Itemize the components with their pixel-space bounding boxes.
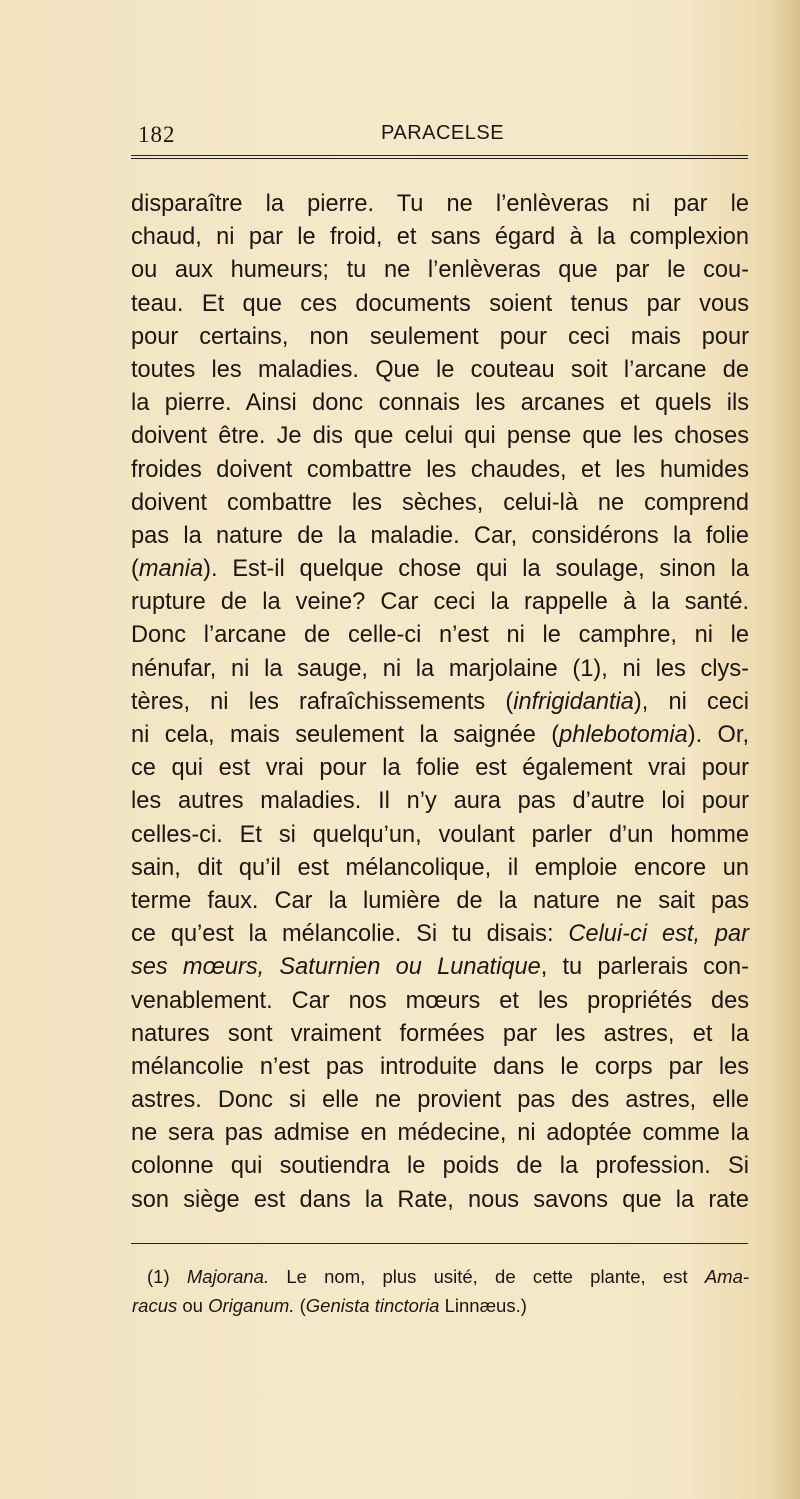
- text-segment: ou: [177, 1295, 209, 1316]
- text-line: ne sera pas admise en médecine, ni adoptée comme la: [131, 1120, 749, 1147]
- italic-term: Majorana.: [186, 1266, 270, 1287]
- footnote-line: [132, 1291, 749, 1320]
- footnote-marker: (1): [147, 1266, 170, 1287]
- text-line: mélancolie n’est pas introduite dans le corps par les: [131, 1053, 749, 1080]
- text-line: pas la nature de la maladie. Car, considérons la folie: [131, 522, 749, 549]
- text-line: disparaître la pierre. Tu ne l’enlèveras ni par le: [131, 191, 749, 217]
- text-line: pour certains, non seulement pour ceci mais pour: [131, 323, 749, 350]
- text-line: astres. Donc si elle ne provient pas des astres, elle: [131, 1087, 749, 1114]
- footnote-line: [147, 1262, 749, 1291]
- text-segment: ce qu’est la mélancolie. Si tu disais:: [131, 921, 569, 948]
- italic-term: phlebotomia: [559, 722, 688, 748]
- text-line: terme faux. Car la lumière de la nature ne sait pas: [131, 887, 749, 914]
- text-line: venablement. Car nos mœurs et les propriétés des: [131, 987, 749, 1014]
- text-line: natures sont vraiment formées par les astres, et la: [131, 1020, 749, 1047]
- italic-term: infrigidantia: [513, 688, 634, 715]
- footnote: [132, 1262, 750, 1320]
- italic-term: Genista tinctoria: [305, 1295, 440, 1316]
- text-line: colonne qui soutiendra le poids de la profession. Si: [131, 1153, 749, 1180]
- text-segment: ), ni ceci: [633, 688, 749, 715]
- text-segment: ). Or,: [687, 722, 749, 748]
- italic-term: Origanum.: [208, 1295, 295, 1316]
- text-line: doivent être. Je dis que celui qui pense que les choses: [131, 423, 749, 450]
- text-line: ou aux humeurs; tu ne l’enlèveras que par le cou-: [131, 257, 749, 284]
- text-line: chaud, ni par le froid, et sans égard à la complexion: [131, 224, 749, 251]
- italic-term: mania: [138, 556, 204, 583]
- text-line: [131, 686, 749, 719]
- text-line: doivent combattre les sèches, celui-là ne comprend: [131, 489, 749, 516]
- italic-term: racus: [132, 1295, 178, 1316]
- text-line: [131, 553, 749, 586]
- running-head: PARACELSE: [381, 122, 505, 144]
- text-line: nénufar, ni la sauge, ni la marjolaine (1), ni les clys-: [131, 655, 749, 682]
- text-segment: Linnæus.): [439, 1295, 527, 1316]
- text-line: [131, 918, 749, 951]
- text-line: sain, dit qu’il est mélancolique, il emploie encore un: [131, 854, 749, 881]
- text-line: les autres maladies. Il n’y aura pas d’autre loi pour: [131, 788, 749, 815]
- header-rule: [131, 155, 748, 159]
- text-segment: Le nom, plus usité, de cette plante, est: [269, 1266, 705, 1287]
- text-line: celles-ci. Et si quelqu’un, voulant parler d’un homme: [131, 821, 749, 848]
- text-line: son siège est dans la Rate, nous savons que la rate: [131, 1186, 749, 1213]
- footnote-rule: [131, 1243, 748, 1244]
- italic-term: Ama-: [704, 1266, 750, 1287]
- italic-term: ses mœurs, Saturnien ou Lunatique: [131, 954, 541, 981]
- text-line: Donc l’arcane de celle-ci n’est ni le camphre, ni le: [131, 622, 749, 649]
- text-line: [131, 719, 749, 752]
- text-segment: tères, ni les rafraîchissements (: [131, 688, 514, 715]
- text-segment: (: [294, 1295, 306, 1316]
- text-line: teau. Et que ces documents soient tenus par vous: [131, 290, 749, 317]
- text-segment: ). Est-il quelque chose qui la soulage, sinon la: [203, 556, 749, 583]
- text-line: [131, 951, 749, 984]
- text-line: rupture de la veine? Car ceci la rappelle à la santé.: [131, 589, 749, 616]
- italic-term: Celui-ci est, par: [568, 921, 749, 948]
- text-line: la pierre. Ainsi donc connais les arcanes et quels ils: [131, 390, 749, 417]
- text-segment: ni cela, mais seulement la saignée (: [131, 722, 560, 748]
- text-line: ce qui est vrai pour la folie est également vrai pour: [131, 755, 749, 782]
- page-header: [131, 118, 748, 154]
- text-segment: , tu parlerais con-: [540, 954, 749, 981]
- text-segment: (: [131, 556, 139, 583]
- text-line: toutes les maladies. Que le couteau soit l’arcane de: [131, 356, 749, 383]
- body-text: [131, 188, 749, 1217]
- page-number: 182: [138, 122, 176, 147]
- text-line: froides doivent combattre les chaudes, et les humides: [131, 456, 749, 483]
